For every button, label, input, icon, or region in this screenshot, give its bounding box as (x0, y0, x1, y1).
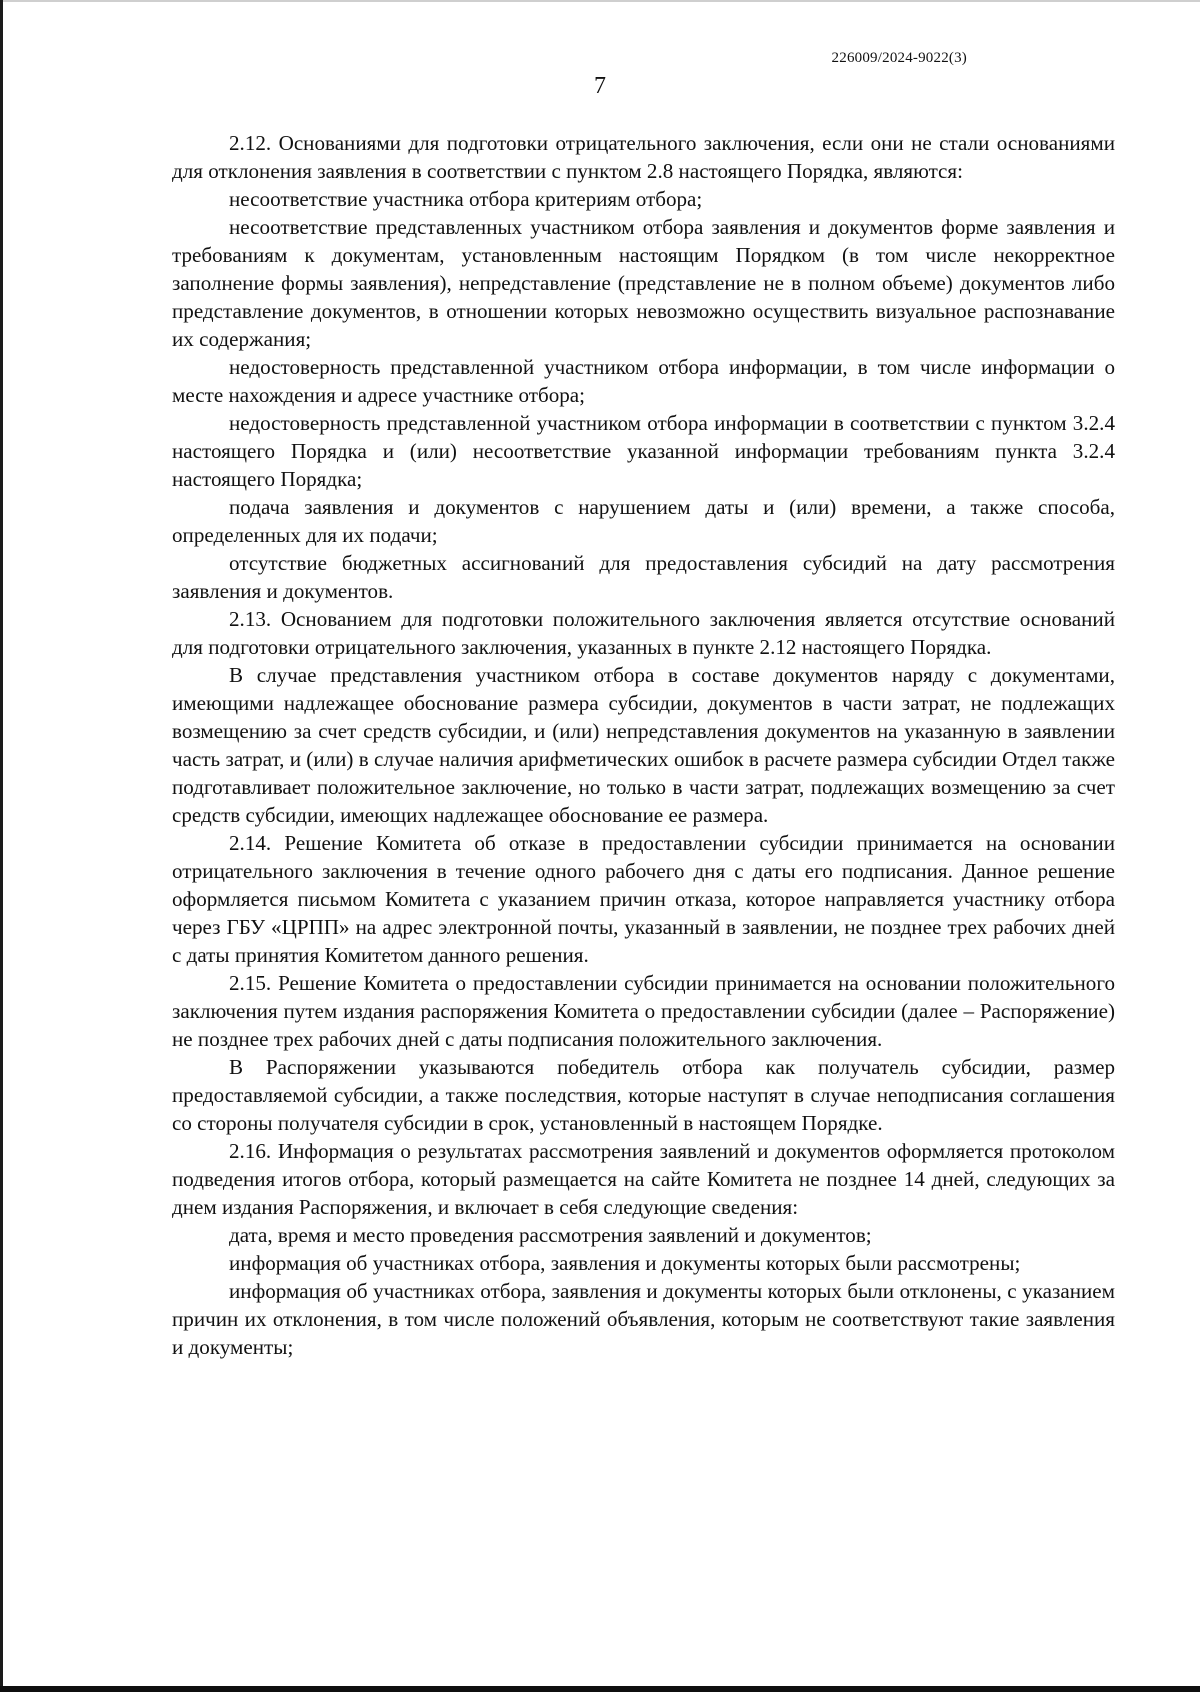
list-item-no-budget: отсутствие бюджетных ассигнований для предоставления субсидий на дату рассмотрения заявления и документов. (172, 551, 1115, 603)
list-item-review-date: дата, время и место проведения рассмотрения заявлений и документов; (229, 1223, 872, 1247)
paragraph-partial-costs: В случае представления участником отбора в составе документов наряду с документами, имеющими надлежащее обоснование размера субсидии, документов в части затрат, не подлежащих возмещению за счет средств субсидии, и (или) непредставления документов на указанную в заявлении часть затрат, и (или) в случае наличия арифметических ошибок в расчете размера субсидии Отдел также подготавливает положительное заключение, но только в части затрат, подлежащих возмещению за счет средств субсидии, имеющих надлежащее обоснование ее размера. (172, 663, 1115, 827)
scan-top-edge (0, 0, 1200, 2)
paragraph-order-contents: В Распоряжении указываются победитель отбора как получатель субсидии, размер предоставляемой субсидии, а также последствия, которые наступят в случае неподписания соглашения со стороны получателя субсидии в срок, установленный в настоящем Порядке. (172, 1055, 1115, 1135)
paragraph-2-16: 2.16. Информация о результатах рассмотрения заявлений и документов оформляется протоколом подведения итогов отбора, который размещается на сайте Комитета не позднее 14 дней, следующих за днем издания Распоряжения, и включает в себя следующие сведения: (172, 1139, 1115, 1219)
scan-left-edge (0, 0, 3, 1692)
list-item-criteria-mismatch: несоответствие участника отбора критериям отбора; (229, 187, 703, 211)
paragraph-2-13: 2.13. Основанием для подготовки положительного заключения является отсутствие оснований для подготовки отрицательного заключения, указанных в пункте 2.12 настоящего Порядка. (172, 607, 1115, 659)
paragraph-2-14: 2.14. Решение Комитета об отказе в предоставлении субсидии принимается на основании отрицательного заключения в течение одного рабочего дня с даты его подписания. Данное решение оформляется письмом Комитета с указанием причин отказа, которое направляется участнику отбора через ГБУ «ЦРПП» на адрес электронной почты, указанный в заявлении, не позднее трех рабочих дней с даты принятия Комитетом данного решения. (172, 831, 1115, 967)
list-item-documents-mismatch: несоответствие представленных участником отбора заявления и документов форме заявления и требованиям к документам, установленным настоящим Порядком (в том числе некорректное заполнение формы заявления), непредставление (представление не в полном объеме) документов либо представление документов, в отношении которых невозможно осуществить визуальное распознавание их содержания; (172, 215, 1115, 351)
page-number: 7 (594, 73, 606, 99)
list-item-rejected-participants: информация об участниках отбора, заявления и документы которых были отклонены, с указанием причин их отклонения, в том числе положений объявления, которым не соответствуют такие заявления и документы; (172, 1279, 1115, 1359)
list-item-unreliable-info-3-2-4: недостоверность представленной участником отбора информации в соответствии с пунктом 3.2.4 настоящего Порядка и (или) несоответствие указанной информации требованиям пункта 3.2.4 настоящего Порядка; (172, 411, 1115, 491)
list-item-late-submission: подача заявления и документов с нарушением даты и (или) времени, а также способа, определенных для их подачи; (172, 495, 1115, 547)
list-item-unreliable-info: недостоверность представленной участником отбора информации, в том числе информации о месте нахождения и адресе участнике отбора; (172, 355, 1115, 407)
scan-bottom-edge (0, 1686, 1200, 1692)
paragraph-2-15: 2.15. Решение Комитета о предоставлении субсидии принимается на основании положительного заключения путем издания распоряжения Комитета о предоставлении субсидии (далее – Распоряжение) не позднее трех рабочих дней с даты подписания положительного заключения. (172, 971, 1115, 1051)
paragraph-2-12: 2.12. Основаниями для подготовки отрицательного заключения, если они не стали основаниями для отклонения заявления в соответствии с пунктом 2.8 настоящего Порядка, являются: (172, 131, 1115, 183)
list-item-reviewed-participants: информация об участниках отбора, заявления и документы которых были рассмотрены; (229, 1251, 1021, 1275)
document-body (172, 129, 1115, 1361)
document-registration-number: 226009/2024-9022(3) (831, 50, 967, 66)
